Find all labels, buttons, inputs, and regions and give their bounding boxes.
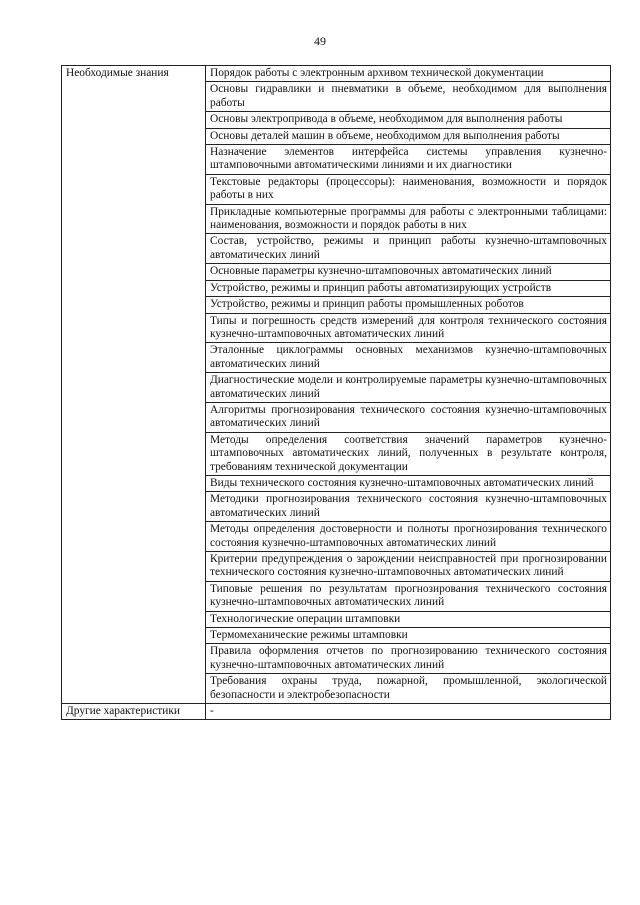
knowledge-item: Методы определения достоверности и полноты прогнозирования технического состояния кузнечно-штамповочных автоматических линий xyxy=(206,522,611,552)
section-label: Другие характеристики xyxy=(62,704,206,720)
section-label: Необходимые знания xyxy=(62,66,206,704)
knowledge-item: Устройство, режимы и принцип работы промышленных роботов xyxy=(206,297,611,313)
knowledge-item: Алгоритмы прогнозирования технического состояния кузнечно-штамповочных автоматических линий xyxy=(206,402,611,432)
knowledge-item: Основные параметры кузнечно-штамповочных автоматических линий xyxy=(206,264,611,280)
knowledge-item: Типовые решения по результатам прогнозирования технического состояния кузнечно-штамповочных автоматических линий xyxy=(206,581,611,611)
knowledge-item: Порядок работы с электронным архивом технической документации xyxy=(206,66,611,82)
knowledge-item: Диагностические модели и контролируемые параметры кузнечно-штамповочных автоматических линий xyxy=(206,373,611,403)
knowledge-item: Методы определения соответствия значений параметров кузнечно-штамповочных автоматических линий, полученных в результате контроля, требованиям технической документации xyxy=(206,432,611,475)
knowledge-item: Назначение элементов интерфейса системы управления кузнечно-штамповочными автоматическими линиями и их диагностики xyxy=(206,145,611,175)
table-row xyxy=(62,66,611,82)
knowledge-item: Состав, устройство, режимы и принцип работы кузнечно-штамповочных автоматических линий xyxy=(206,234,611,264)
knowledge-item: - xyxy=(206,704,611,720)
knowledge-item: Методики прогнозирования технического состояния кузнечно-штамповочных автоматических линий xyxy=(206,492,611,522)
knowledge-item: Правила оформления отчетов по прогнозированию технического состояния кузнечно-штамповочных автоматических линий xyxy=(206,644,611,674)
knowledge-item: Основы деталей машин в объеме, необходимом для выполнения работы xyxy=(206,128,611,144)
knowledge-item: Требования охраны труда, пожарной, промышленной, экологической безопасности и электробезопасности xyxy=(206,674,611,704)
knowledge-item: Текстовые редакторы (процессоры): наименования, возможности и порядок работы в них xyxy=(206,174,611,204)
knowledge-item: Технологические операции штамповки xyxy=(206,611,611,627)
knowledge-item: Эталонные циклограммы основных механизмов кузнечно-штамповочных автоматических линий xyxy=(206,343,611,373)
knowledge-item: Основы гидравлики и пневматики в объеме, необходимом для выполнения работы xyxy=(206,82,611,112)
page-number: 49 xyxy=(314,34,326,48)
knowledge-item: Типы и погрешность средств измерений для контроля технического состояния кузнечно-штамповочных автоматических линий xyxy=(206,313,611,343)
knowledge-item: Критерии предупреждения о зарождении неисправностей при прогнозировании технического состояния кузнечно-штамповочных автоматических линий xyxy=(206,552,611,582)
knowledge-table-body xyxy=(62,66,611,720)
knowledge-item: Виды технического состояния кузнечно-штамповочных автоматических линий xyxy=(206,475,611,491)
knowledge-item: Прикладные компьютерные программы для работы с электронными таблицами: наименования, возможности и порядок работы в них xyxy=(206,204,611,234)
knowledge-item: Устройство, режимы и принцип работы автоматизирующих устройств xyxy=(206,280,611,296)
knowledge-item: Термомеханические режимы штамповки xyxy=(206,628,611,644)
table-row xyxy=(62,704,611,720)
knowledge-table xyxy=(61,65,611,720)
knowledge-item: Основы электропривода в объеме, необходимом для выполнения работы xyxy=(206,112,611,128)
